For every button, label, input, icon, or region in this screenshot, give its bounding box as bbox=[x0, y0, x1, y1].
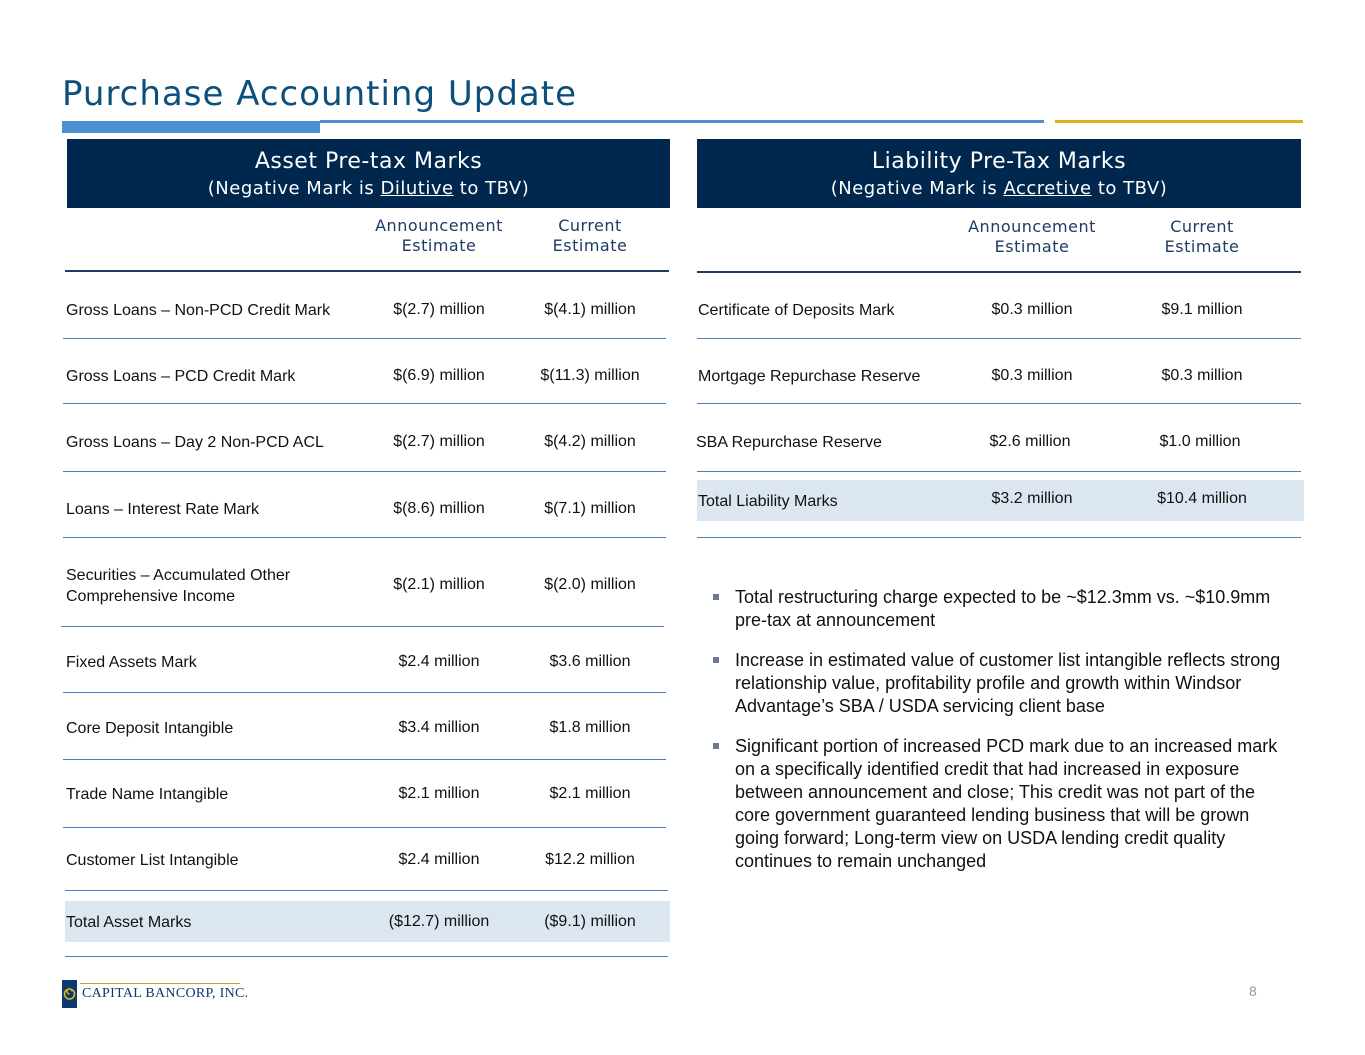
page-number: 8 bbox=[1249, 983, 1257, 999]
table-cell: $(8.6) million bbox=[393, 500, 485, 517]
asset-col-current bbox=[515, 216, 665, 256]
table-row-label: Gross Loans – Non-PCD Credit Mark bbox=[66, 302, 331, 319]
table-row-label-line2: Comprehensive Income bbox=[66, 588, 235, 605]
row-divider bbox=[697, 537, 1301, 538]
table-cell: $2.4 million bbox=[398, 851, 480, 868]
row-divider bbox=[697, 338, 1301, 339]
list-item bbox=[710, 735, 1290, 873]
row-divider bbox=[63, 471, 666, 472]
row-divider bbox=[63, 827, 666, 828]
liability-col-announcement bbox=[957, 217, 1107, 257]
page-title: Purchase Accounting Update bbox=[62, 74, 577, 114]
row-divider bbox=[697, 403, 1301, 404]
asset-total-current: ($9.1) million bbox=[544, 913, 636, 930]
asset-col-announcement-line1: Announcement bbox=[375, 216, 503, 235]
liability-total-announcement: $3.2 million bbox=[991, 490, 1073, 507]
bullet-text: Increase in estimated value of customer list intangible reflects strong relationship value, profitability profile and growth within Windsor Advantage’s SBA / USDA servicing client base bbox=[735, 650, 1281, 716]
table-cell: $12.2 million bbox=[545, 851, 635, 868]
table-cell: $9.1 million bbox=[1161, 301, 1243, 318]
liability-col-current-line2: Estimate bbox=[1164, 237, 1240, 256]
row-divider bbox=[63, 338, 666, 339]
table-row-label bbox=[66, 565, 290, 607]
table-row-label: Mortgage Repurchase Reserve bbox=[698, 368, 921, 385]
asset-col-current-line2: Estimate bbox=[552, 236, 628, 255]
asset-sub-underlined: Dilutive bbox=[380, 178, 454, 199]
row-divider bbox=[65, 956, 668, 957]
bullet-text: Total restructuring charge expected to be ~$12.3mm vs. ~$10.9mm pre-tax at announcement bbox=[735, 587, 1271, 630]
table-cell: $0.3 million bbox=[1161, 367, 1243, 384]
table-cell: $(2.1) million bbox=[393, 576, 485, 593]
table-cell: $3.4 million bbox=[398, 719, 480, 736]
asset-header-divider bbox=[65, 270, 669, 272]
commentary-bullets bbox=[710, 586, 1290, 890]
table-row-label: Trade Name Intangible bbox=[66, 786, 229, 803]
row-divider bbox=[63, 403, 666, 404]
asset-col-announcement bbox=[364, 216, 514, 256]
table-cell: $(6.9) million bbox=[393, 367, 485, 384]
title-rule-thick bbox=[62, 121, 320, 133]
table-row-label: Core Deposit Intangible bbox=[66, 720, 234, 737]
row-divider bbox=[697, 471, 1301, 472]
table-cell: $(4.2) million bbox=[544, 433, 636, 450]
asset-col-announcement-line2: Estimate bbox=[401, 236, 477, 255]
table-row-label-line1: Securities – Accumulated Other bbox=[66, 567, 291, 584]
table-cell: $2.1 million bbox=[549, 785, 631, 802]
table-row-label: Loans – Interest Rate Mark bbox=[66, 501, 259, 518]
title-rule-gold bbox=[1055, 120, 1303, 123]
row-divider bbox=[61, 626, 664, 627]
table-cell: $0.3 million bbox=[991, 367, 1073, 384]
liability-sub-post: to TBV) bbox=[1091, 178, 1168, 199]
bullet-text: Significant portion of increased PCD mark due to an increased mark on a specifically identified credit that had increased in exposure between announcement and close; This credit was not part of the core government guaranteed lending business that will be grown going forward; Long-term view on USDA lending credit quality continues to remain unchanged bbox=[735, 736, 1278, 871]
asset-col-current-line1: Current bbox=[558, 216, 622, 235]
liability-panel-heading: Liability Pre-Tax Marks bbox=[871, 149, 1127, 174]
table-cell: $(2.7) million bbox=[393, 301, 485, 318]
liability-sub-underlined: Accretive bbox=[1003, 178, 1092, 199]
asset-sub-post: to TBV) bbox=[453, 178, 530, 199]
liability-panel-header bbox=[697, 139, 1301, 208]
company-logo bbox=[62, 980, 248, 1008]
liability-col-announcement-line1: Announcement bbox=[968, 217, 1096, 236]
liability-header-divider bbox=[697, 271, 1301, 273]
liability-col-current-line1: Current bbox=[1170, 217, 1234, 236]
asset-sub-pre: (Negative Mark is bbox=[207, 178, 381, 199]
bullet-square-icon bbox=[713, 594, 719, 600]
table-row-label: Certificate of Deposits Mark bbox=[698, 302, 895, 319]
row-divider bbox=[65, 890, 668, 891]
list-item bbox=[710, 586, 1290, 632]
asset-total-label: Total Asset Marks bbox=[66, 914, 192, 931]
liability-col-current bbox=[1127, 217, 1277, 257]
table-row-label: Customer List Intangible bbox=[66, 852, 239, 869]
bullet-square-icon bbox=[713, 657, 719, 663]
row-divider bbox=[63, 759, 666, 760]
table-cell: $0.3 million bbox=[991, 301, 1073, 318]
liability-col-announcement-line2: Estimate bbox=[994, 237, 1070, 256]
logo-text: CAPITAL BANCORP, INC. bbox=[82, 986, 249, 1001]
table-cell: $1.8 million bbox=[549, 719, 631, 736]
table-row-label: Gross Loans – Day 2 Non-PCD ACL bbox=[66, 434, 324, 451]
table-cell: $(2.0) million bbox=[544, 576, 636, 593]
table-row-label: Fixed Assets Mark bbox=[66, 654, 197, 671]
table-cell: $2.6 million bbox=[989, 433, 1071, 450]
row-divider bbox=[63, 537, 666, 538]
table-cell: $2.1 million bbox=[398, 785, 480, 802]
bullet-square-icon bbox=[713, 743, 719, 749]
asset-panel-subheading bbox=[67, 178, 670, 199]
asset-panel-header bbox=[67, 139, 670, 208]
asset-panel-heading: Asset Pre-tax Marks bbox=[254, 149, 483, 174]
row-divider bbox=[63, 692, 666, 693]
table-cell: $1.0 million bbox=[1159, 433, 1241, 450]
table-cell: $(11.3) million bbox=[540, 367, 640, 384]
table-cell: $(2.7) million bbox=[393, 433, 485, 450]
liability-total-current: $10.4 million bbox=[1157, 490, 1247, 507]
liability-total-label: Total Liability Marks bbox=[698, 493, 838, 510]
asset-total-announcement: ($12.7) million bbox=[388, 913, 490, 930]
table-cell: $(7.1) million bbox=[544, 500, 636, 517]
table-row-label: SBA Repurchase Reserve bbox=[696, 434, 882, 451]
list-item bbox=[710, 649, 1290, 718]
swirl-logo-icon bbox=[62, 980, 77, 1008]
table-cell: $(4.1) million bbox=[544, 301, 636, 318]
liability-sub-pre: (Negative Mark is bbox=[830, 178, 1004, 199]
title-rule-thin bbox=[320, 120, 1044, 123]
table-cell: $3.6 million bbox=[549, 653, 631, 670]
table-row-label: Gross Loans – PCD Credit Mark bbox=[66, 368, 296, 385]
liability-panel-subheading bbox=[697, 178, 1301, 199]
table-cell: $2.4 million bbox=[398, 653, 480, 670]
